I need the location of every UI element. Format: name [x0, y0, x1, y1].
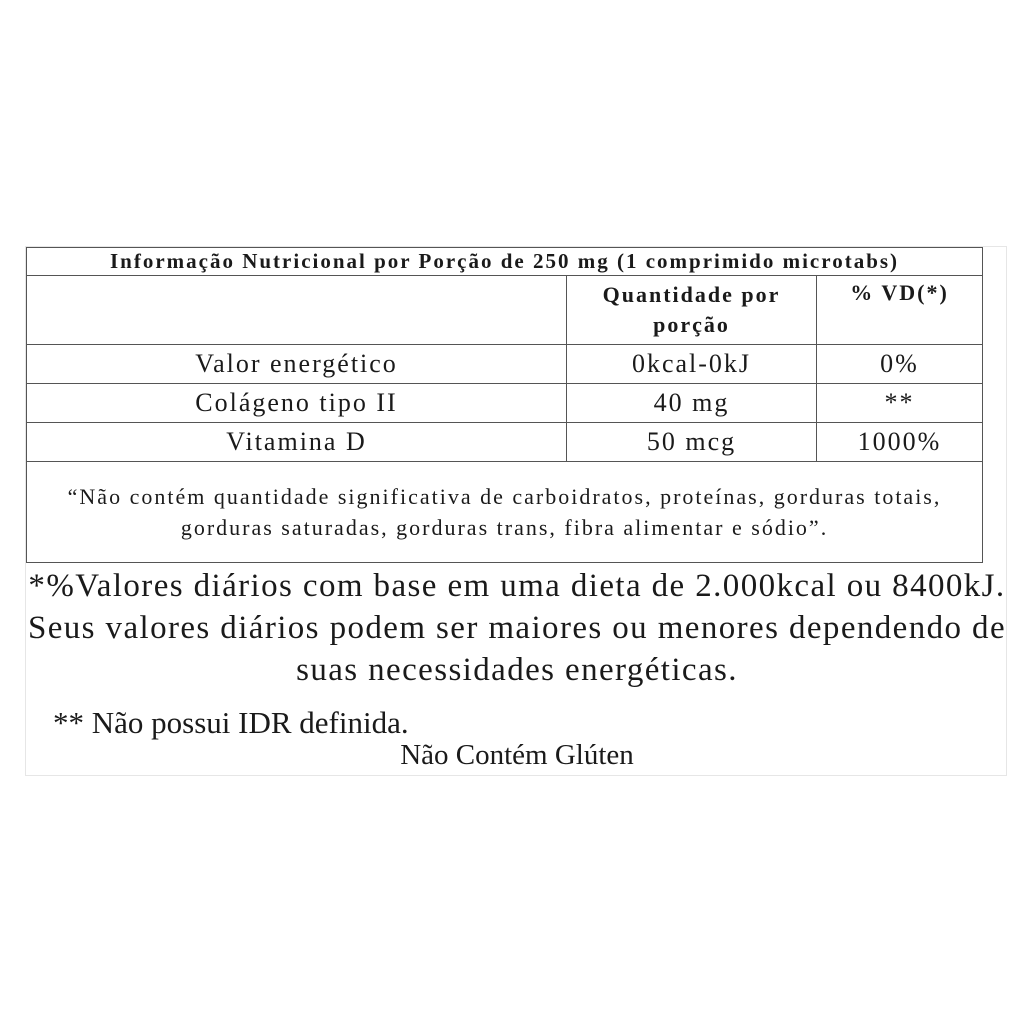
- nutrition-label: [25, 246, 1007, 776]
- nutrient-name: Vitamina D: [27, 423, 567, 462]
- gluten-notice: Não Contém Glúten: [400, 739, 634, 771]
- nutrient-quantity: 50 mcg: [567, 423, 817, 462]
- table-row: [27, 384, 983, 423]
- nutrition-table: [26, 247, 983, 563]
- table-title: Informação Nutricional por Porção de 250 mg (1 comprimido microtabs): [27, 248, 983, 276]
- table-row: [27, 345, 983, 384]
- nutrient-name: Colágeno tipo II: [27, 384, 567, 423]
- table-row: [27, 423, 983, 462]
- idr-footnote: ** Não possui IDR definida.: [53, 705, 409, 740]
- header-vd: % VD(*): [817, 276, 983, 345]
- not-significant-note: “Não contém quantidade significativa de carboidratos, proteínas, gorduras totais, gorduras saturadas, gorduras trans, fibra alimentar e sódio”.: [27, 462, 983, 563]
- nutrient-quantity: 40 mg: [567, 384, 817, 423]
- nutrient-vd: 1000%: [817, 423, 983, 462]
- nutrient-vd: 0%: [817, 345, 983, 384]
- nutrient-quantity: 0kcal-0kJ: [567, 345, 817, 384]
- header-quantity: Quantidade por porção: [567, 276, 817, 345]
- nutrient-vd: **: [817, 384, 983, 423]
- header-empty-cell: [27, 276, 567, 345]
- nutrient-name: Valor energético: [27, 345, 567, 384]
- daily-values-footnote: *%Valores diários com base em uma dieta de 2.000kcal ou 8400kJ. Seus valores diários podem ser maiores ou menores dependendo de suas necessidades energéticas.: [27, 568, 1007, 688]
